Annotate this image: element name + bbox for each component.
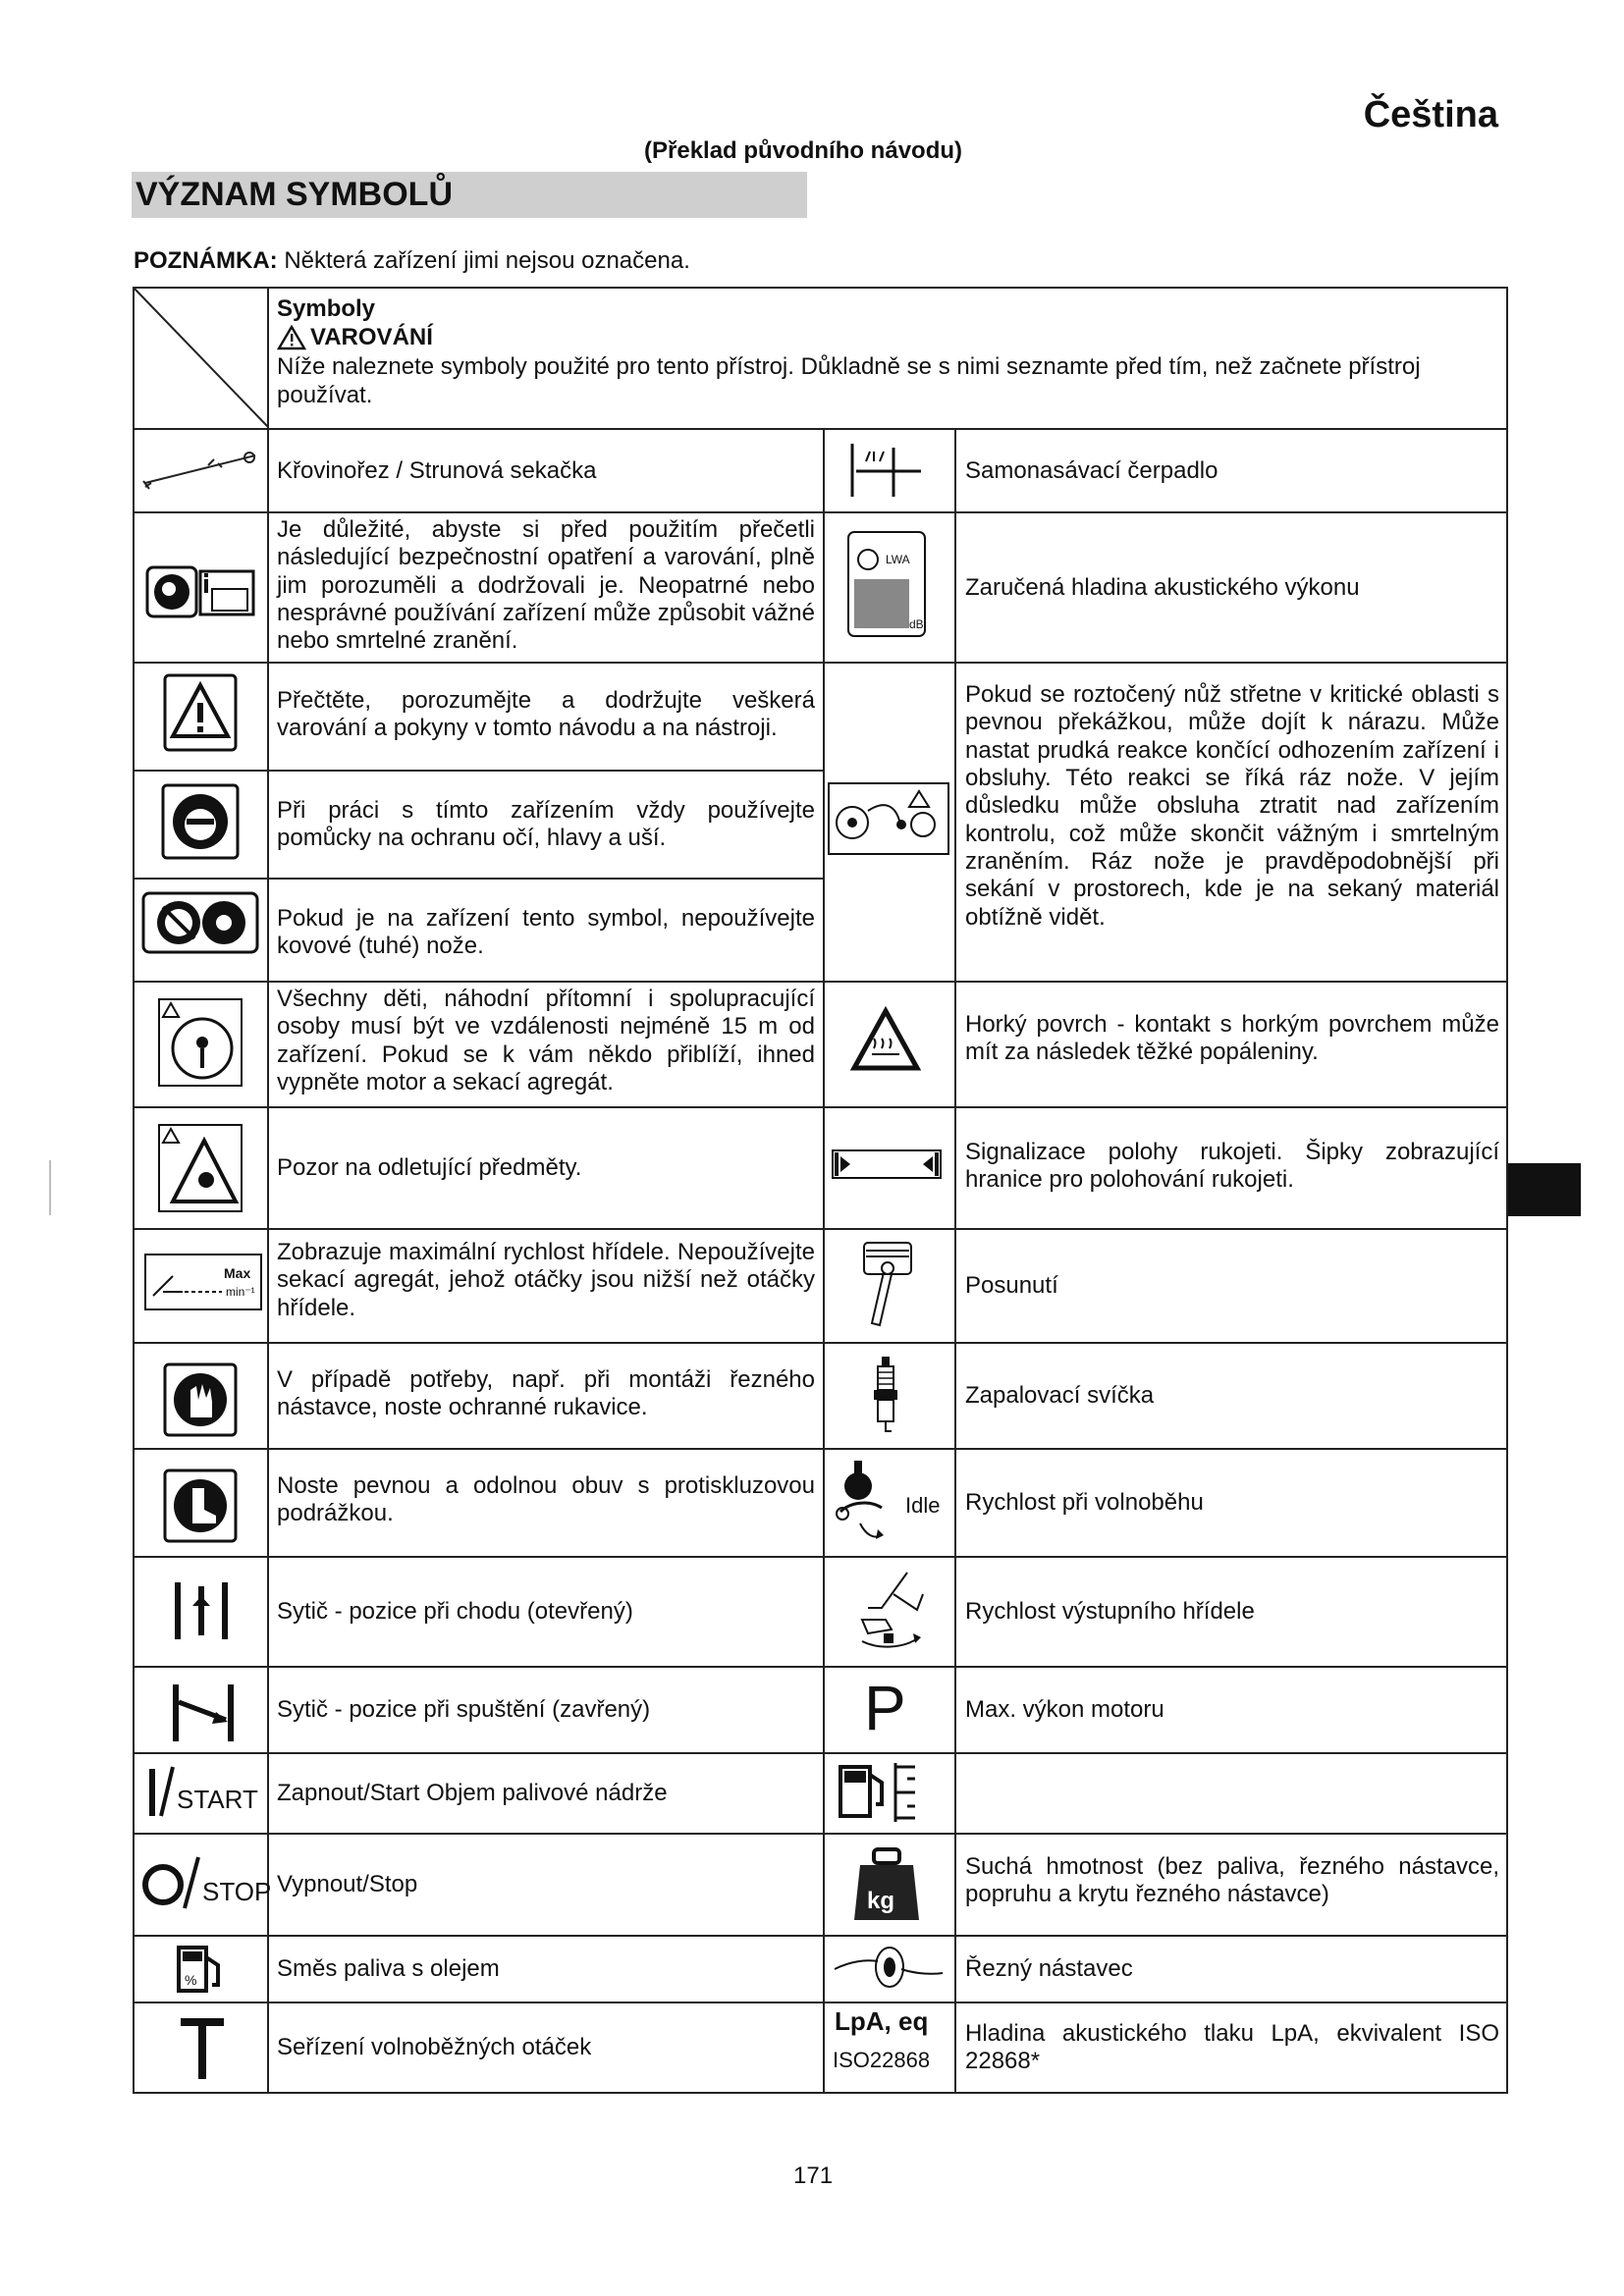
page-number: 171 xyxy=(793,2163,834,2189)
sound-power-icon xyxy=(846,530,927,638)
left-row-3-text: Přečtěte, porozumějte a dodržujte veškerá varování a pokyny v tomto návodu a na nástroji. xyxy=(277,687,815,742)
right-row-1-text: Samonasávací čerpadlo xyxy=(965,456,1218,484)
left-row-9-text: V případě potřeby, např. při montáži řezného nástavce, noste ochranné rukavice. xyxy=(277,1366,815,1421)
left-row-6-text: Všechny děti, náhodní přítomní i spolupracující osoby musí být ve vzdálenosti nejméně 15 m od zařízení. Pokud se k vám někdo přiblíží, ihned vypněte motor a sekací agregát. xyxy=(277,986,815,1095)
warning-label: VAROVÁNÍ xyxy=(310,324,433,351)
max-shaft-speed-icon xyxy=(143,1253,263,1311)
engine-power-label: P xyxy=(864,1673,906,1743)
left-row-16-text: Seřízení volnoběžných otáček xyxy=(277,2033,592,2060)
left-row-12-text: Sytič - pozice při spuštění (zavřený) xyxy=(277,1695,651,1723)
right-row-12-text: Suchá hmotnost (bez paliva, řezného nástavce, popruhu a krytu řezného nástavce) xyxy=(965,1853,1499,1908)
left-row-14-text: Vypnout/Stop xyxy=(277,1870,418,1897)
left-row-10-text: Noste pevnou a odolnou obuv s protiskluzovou podrážkou. xyxy=(277,1472,815,1527)
choke-open-icon xyxy=(171,1576,232,1645)
sound-pressure-label: LpA, eq xyxy=(835,2006,929,2036)
right-row-13-text: Řezný nástavec xyxy=(965,1954,1133,1982)
boots-icon xyxy=(163,1468,238,1543)
blade-thrust-icon xyxy=(827,781,950,856)
spark-plug-icon xyxy=(868,1355,903,1437)
right-row-2-text: Zaručená hladina akustického výkonu xyxy=(965,573,1360,601)
left-row-8-text: Zobrazuje maximální rychlost hřídele. Nepoužívejte sekací agregát, jehož otáčky jsou nižší než otáčky hřídele. xyxy=(277,1239,815,1321)
head-protection-icon xyxy=(161,783,240,860)
right-row-10-text: Max. výkon motoru xyxy=(965,1695,1164,1723)
left-row-11-text: Sytič - pozice při chodu (otevřený) xyxy=(277,1597,633,1625)
start-label: START xyxy=(177,1785,258,1814)
left-row-1-text: Křovinořez / Strunová sekačka xyxy=(277,456,597,484)
table-header-text: Níže naleznete symboly použité pro tento přístroj. Důkladně se s nimi seznamte před tím, než začnete přístroj používat. xyxy=(277,352,1421,408)
fuel-tank-capacity-icon xyxy=(835,1757,943,1828)
max-speed-unit: min⁻¹ xyxy=(226,1285,255,1299)
right-row-3-text: Pokud se roztočený nůž střetne v kritické oblasti s pevnou překážkou, může dojít k nárazu. Může nastat prudká reakce končící odhozením zařízení i obsluhy. Této reakci se říká ráz nože. V jejím důsledku může obsluha ztratit nad zařízením kontrolu, což může skončit vážným i smrtelným zraněním. Ráz nože je pravděpodobnější při sekání v prostorech, kde je na sekaný materiál obtížně vidět. xyxy=(965,681,1499,931)
flying-objects-icon xyxy=(157,1123,244,1213)
left-row-5-text: Pokud je na zařízení tento symbol, nepoužívejte kovové (tuhé) nože. xyxy=(277,905,815,960)
note-label: POZNÁMKA: xyxy=(134,247,278,274)
right-row-4-text: Horký povrch - kontakt s horkým povrchem může mít za následek těžké popáleniny. xyxy=(965,1011,1499,1066)
margin-mark xyxy=(49,1160,51,1215)
right-row-7-text: Zapalovací svíčka xyxy=(965,1381,1155,1409)
keep-distance-icon xyxy=(157,997,244,1088)
section-tab-marker xyxy=(1508,1163,1581,1216)
left-row-4-text: Při práci s tímto zařízením vždy používejte pomůcky na ochranu očí, hlavy a uší. xyxy=(277,797,815,852)
stop-label: STOP xyxy=(202,1877,272,1906)
left-row-15-text: Směs paliva s olejem xyxy=(277,1954,500,1982)
dry-weight-label: kg xyxy=(867,1888,895,1914)
warning-heading xyxy=(277,323,1494,351)
cutting-head-icon xyxy=(831,1944,947,1995)
svg-text:%: % xyxy=(185,1972,197,1988)
brushcutter-icon xyxy=(139,444,265,503)
right-row-14-text: Hladina akustického tlaku LpA, ekvivalent ISO 22868* xyxy=(965,2020,1499,2075)
output-shaft-icon xyxy=(848,1565,931,1659)
sound-power-label: LWA xyxy=(886,553,910,566)
start-switch-icon xyxy=(143,1759,259,1824)
left-row-7-text: Pozor na odletující předměty. xyxy=(277,1153,582,1181)
right-row-5-text: Signalizace polohy rukojeti. Šipky zobrazující hranice pro polohování rukojeti. xyxy=(965,1139,1499,1194)
warning-triangle-icon xyxy=(163,673,238,752)
primer-pump-icon xyxy=(848,438,927,503)
dry-weight-icon xyxy=(850,1845,923,1924)
left-row-2-text: Je důležité, abyste si před použitím přečetli následující bezpečnostní opatření a varování, plně jim porozuměli a dodržovali je. Neopatrné nebo nesprávné používání zařízení může způsobit vážné nebo smrtelné zranění. xyxy=(277,516,815,655)
idle-label: Idle xyxy=(905,1493,941,1518)
section-title: VÝZNAM SYMBOLŮ xyxy=(132,172,807,218)
language-label: Čeština xyxy=(1363,94,1498,135)
idle-adjust-icon xyxy=(173,2010,232,2085)
stop-switch-icon xyxy=(139,1849,272,1918)
no-metal-blade-icon xyxy=(141,891,259,954)
translation-subtitle: (Překlad původního návodu) xyxy=(644,137,963,164)
gloves-icon xyxy=(163,1362,238,1437)
fuel-mix-icon xyxy=(173,1942,230,1999)
warning-triangle-icon xyxy=(277,325,306,350)
sound-power-unit: dB xyxy=(909,617,924,631)
right-row-9-text: Rychlost výstupního hřídele xyxy=(965,1597,1255,1625)
choke-closed-icon xyxy=(169,1677,238,1745)
table-header-title: Symboly xyxy=(277,295,376,322)
displacement-icon xyxy=(850,1239,925,1337)
max-label: Max xyxy=(224,1265,251,1281)
read-manual-icon xyxy=(143,550,259,624)
table-header xyxy=(277,294,1494,409)
right-row-6-text: Posunutí xyxy=(965,1271,1058,1299)
note-text: Některá zařízení jimi nejsou označena. xyxy=(277,247,690,274)
left-row-13-text: Zapnout/Start Objem palivové nádrže xyxy=(277,1779,668,1806)
header-diagonal xyxy=(134,288,268,427)
hot-surface-icon xyxy=(850,1007,921,1072)
handle-position-icon xyxy=(831,1148,943,1180)
sound-pressure-standard: ISO22868 xyxy=(833,2048,931,2072)
right-row-8-text: Rychlost při volnoběhu xyxy=(965,1488,1204,1516)
